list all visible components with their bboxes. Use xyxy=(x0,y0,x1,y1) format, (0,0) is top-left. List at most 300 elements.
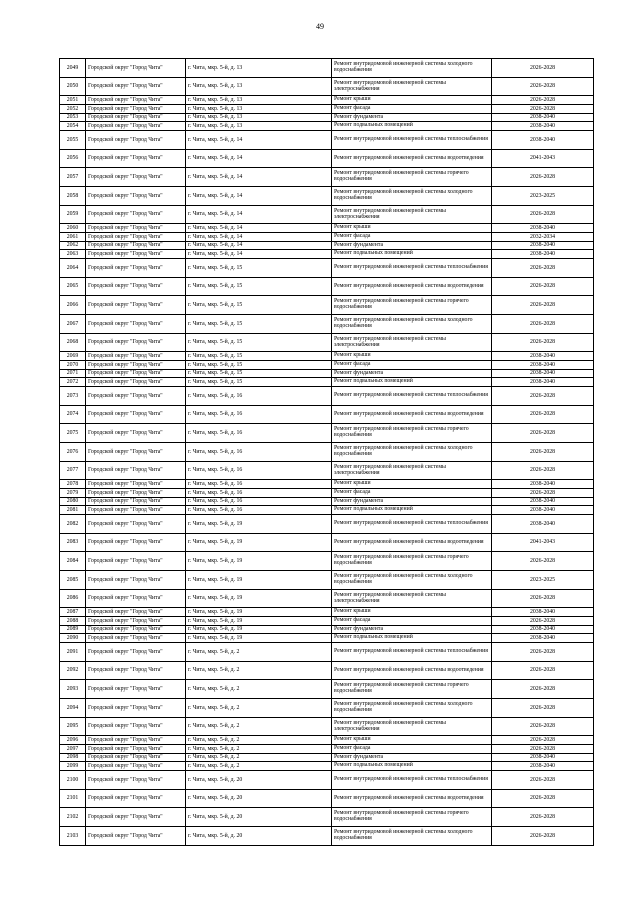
address-cell: г. Чита, мкр. 5-й, д. 19 xyxy=(186,608,332,617)
municipality-cell: Городской округ "Город Чита" xyxy=(86,661,186,680)
row-number-cell: 2079 xyxy=(60,489,86,498)
address-cell: г. Чита, мкр. 5-й, д. 14 xyxy=(186,233,332,242)
work-type-cell: Ремонт фундамента xyxy=(332,369,492,378)
address-cell: г. Чита, мкр. 5-й, д. 14 xyxy=(186,187,332,206)
address-cell: г. Чита, мкр. 5-й, д. 15 xyxy=(186,333,332,352)
address-cell: г. Чита, мкр. 5-й, д. 19 xyxy=(186,589,332,608)
period-cell: 2038-2040 xyxy=(492,352,594,361)
address-cell: г. Чита, мкр. 5-й, д. 19 xyxy=(186,634,332,643)
table-row xyxy=(60,233,594,242)
address-cell: г. Чита, мкр. 5-й, д. 14 xyxy=(186,241,332,250)
period-cell: 2026-2028 xyxy=(492,789,594,808)
address-cell: г. Чита, мкр. 5-й, д. 19 xyxy=(186,552,332,571)
work-type-cell: Ремонт внутридомовой инженерной системы холодного водоснабжения xyxy=(332,699,492,718)
municipality-cell: Городской округ "Город Чита" xyxy=(86,378,186,387)
municipality-cell: Городской округ "Город Чита" xyxy=(86,808,186,827)
municipality-cell: Городской округ "Город Чита" xyxy=(86,424,186,443)
row-number-cell: 2055 xyxy=(60,130,86,149)
table-row xyxy=(60,122,594,131)
period-cell: 2032-2034 xyxy=(492,233,594,242)
table-row xyxy=(60,680,594,699)
period-cell: 2026-2028 xyxy=(492,489,594,498)
work-type-cell: Ремонт внутридомовой инженерной системы горячего водоснабжения xyxy=(332,552,492,571)
row-number-cell: 2096 xyxy=(60,736,86,745)
work-type-cell: Ремонт подвальных помещений xyxy=(332,250,492,259)
period-cell: 2026-2028 xyxy=(492,680,594,699)
address-cell: г. Чита, мкр. 5-й, д. 2 xyxy=(186,753,332,762)
row-number-cell: 2051 xyxy=(60,96,86,105)
address-cell: г. Чита, мкр. 5-й, д. 16 xyxy=(186,443,332,462)
address-cell: г. Чита, мкр. 5-й, д. 16 xyxy=(186,480,332,489)
work-type-cell: Ремонт внутридомовой инженерной системы теплоснабжения xyxy=(332,258,492,277)
municipality-cell: Городской округ "Город Чита" xyxy=(86,625,186,634)
row-number-cell: 2090 xyxy=(60,634,86,643)
table-row xyxy=(60,168,594,187)
work-type-cell: Ремонт внутридомовой инженерной системы теплоснабжения xyxy=(332,130,492,149)
period-cell: 2026-2028 xyxy=(492,205,594,224)
work-type-cell: Ремонт внутридомовой инженерной системы теплоснабжения xyxy=(332,642,492,661)
work-type-cell: Ремонт внутридомовой инженерной системы водоотведения xyxy=(332,533,492,552)
period-cell: 2026-2028 xyxy=(492,277,594,296)
municipality-cell: Городской округ "Город Чита" xyxy=(86,617,186,626)
period-cell: 2026-2028 xyxy=(492,827,594,846)
address-cell: г. Чита, мкр. 5-й, д. 13 xyxy=(186,59,332,78)
table-row xyxy=(60,187,594,206)
work-type-cell: Ремонт фасада xyxy=(332,489,492,498)
work-type-cell: Ремонт внутридомовой инженерной системы водоотведения xyxy=(332,789,492,808)
address-cell: г. Чита, мкр. 5-й, д. 13 xyxy=(186,96,332,105)
municipality-cell: Городской округ "Город Чита" xyxy=(86,352,186,361)
work-type-cell: Ремонт крыши xyxy=(332,352,492,361)
table-row xyxy=(60,205,594,224)
period-cell: 2026-2028 xyxy=(492,105,594,114)
address-cell: г. Чита, мкр. 5-й, д. 16 xyxy=(186,489,332,498)
period-cell: 2026-2028 xyxy=(492,552,594,571)
address-cell: г. Чита, мкр. 5-й, д. 14 xyxy=(186,149,332,168)
period-cell: 2026-2028 xyxy=(492,589,594,608)
table-row xyxy=(60,59,594,78)
municipality-cell: Городской округ "Город Чита" xyxy=(86,608,186,617)
row-number-cell: 2103 xyxy=(60,827,86,846)
table-row xyxy=(60,241,594,250)
table-row xyxy=(60,113,594,122)
table-row xyxy=(60,443,594,462)
table-row xyxy=(60,552,594,571)
table-row xyxy=(60,277,594,296)
row-number-cell: 2053 xyxy=(60,113,86,122)
work-type-cell: Ремонт фундамента xyxy=(332,241,492,250)
address-cell: г. Чита, мкр. 5-й, д. 2 xyxy=(186,736,332,745)
table-row xyxy=(60,96,594,105)
address-cell: г. Чита, мкр. 5-й, д. 20 xyxy=(186,827,332,846)
municipality-cell: Городской округ "Город Чита" xyxy=(86,224,186,233)
municipality-cell: Городской округ "Город Чита" xyxy=(86,642,186,661)
table-row xyxy=(60,497,594,506)
work-type-cell: Ремонт внутридомовой инженерной системы водоотведения xyxy=(332,277,492,296)
row-number-cell: 2060 xyxy=(60,224,86,233)
period-cell: 2023-2025 xyxy=(492,571,594,590)
address-cell: г. Чита, мкр. 5-й, д. 20 xyxy=(186,789,332,808)
municipality-cell: Городской округ "Город Чита" xyxy=(86,680,186,699)
row-number-cell: 2061 xyxy=(60,233,86,242)
table-row xyxy=(60,533,594,552)
table-row xyxy=(60,514,594,533)
municipality-cell: Городской округ "Город Чита" xyxy=(86,405,186,424)
municipality-cell: Городской округ "Город Чита" xyxy=(86,315,186,334)
address-cell: г. Чита, мкр. 5-й, д. 2 xyxy=(186,762,332,771)
period-cell: 2038-2040 xyxy=(492,480,594,489)
work-type-cell: Ремонт крыши xyxy=(332,480,492,489)
municipality-cell: Городской округ "Город Чита" xyxy=(86,443,186,462)
municipality-cell: Городской округ "Город Чита" xyxy=(86,533,186,552)
municipality-cell: Городской округ "Город Чита" xyxy=(86,233,186,242)
municipality-cell: Городской округ "Город Чита" xyxy=(86,187,186,206)
municipality-cell: Городской округ "Город Чита" xyxy=(86,589,186,608)
municipality-cell: Городской округ "Город Чита" xyxy=(86,789,186,808)
municipality-cell: Городской округ "Город Чита" xyxy=(86,745,186,754)
work-type-cell: Ремонт подвальных помещений xyxy=(332,762,492,771)
period-cell: 2038-2040 xyxy=(492,130,594,149)
period-cell: 2026-2028 xyxy=(492,443,594,462)
table-row xyxy=(60,736,594,745)
period-cell: 2026-2028 xyxy=(492,168,594,187)
table-row xyxy=(60,699,594,718)
period-cell: 2026-2028 xyxy=(492,405,594,424)
municipality-cell: Городской округ "Город Чита" xyxy=(86,122,186,131)
address-cell: г. Чита, мкр. 5-й, д. 14 xyxy=(186,224,332,233)
work-type-cell: Ремонт внутридомовой инженерной системы электроснабжения xyxy=(332,589,492,608)
period-cell: 2026-2028 xyxy=(492,461,594,480)
address-cell: г. Чита, мкр. 5-й, д. 2 xyxy=(186,745,332,754)
table-row xyxy=(60,369,594,378)
table-row xyxy=(60,105,594,114)
municipality-cell: Городской округ "Город Чита" xyxy=(86,762,186,771)
period-cell: 2026-2028 xyxy=(492,770,594,789)
row-number-cell: 2093 xyxy=(60,680,86,699)
table-row xyxy=(60,77,594,96)
period-cell: 2026-2028 xyxy=(492,77,594,96)
row-number-cell: 2083 xyxy=(60,533,86,552)
period-cell: 2038-2040 xyxy=(492,224,594,233)
address-cell: г. Чита, мкр. 5-й, д. 13 xyxy=(186,122,332,131)
work-type-cell: Ремонт фундамента xyxy=(332,497,492,506)
work-type-cell: Ремонт внутридомовой инженерной системы электроснабжения xyxy=(332,77,492,96)
work-type-cell: Ремонт подвальных помещений xyxy=(332,378,492,387)
address-cell: г. Чита, мкр. 5-й, д. 19 xyxy=(186,571,332,590)
row-number-cell: 2050 xyxy=(60,77,86,96)
work-type-cell: Ремонт внутридомовой инженерной системы горячего водоснабжения xyxy=(332,808,492,827)
table-row xyxy=(60,808,594,827)
municipality-cell: Городской округ "Город Чита" xyxy=(86,105,186,114)
period-cell: 2041-2043 xyxy=(492,149,594,168)
period-cell: 2038-2040 xyxy=(492,514,594,533)
municipality-cell: Городской округ "Город Чита" xyxy=(86,77,186,96)
period-cell: 2026-2028 xyxy=(492,717,594,736)
period-cell: 2023-2025 xyxy=(492,187,594,206)
work-type-cell: Ремонт фасада xyxy=(332,745,492,754)
period-cell: 2026-2028 xyxy=(492,699,594,718)
municipality-cell: Городской округ "Город Чита" xyxy=(86,386,186,405)
municipality-cell: Городской округ "Город Чита" xyxy=(86,480,186,489)
table-row xyxy=(60,224,594,233)
municipality-cell: Городской округ "Город Чита" xyxy=(86,634,186,643)
row-number-cell: 2092 xyxy=(60,661,86,680)
municipality-cell: Городской округ "Город Чита" xyxy=(86,296,186,315)
address-cell: г. Чита, мкр. 5-й, д. 15 xyxy=(186,369,332,378)
address-cell: г. Чита, мкр. 5-й, д. 19 xyxy=(186,617,332,626)
row-number-cell: 2071 xyxy=(60,369,86,378)
table-row xyxy=(60,717,594,736)
work-type-cell: Ремонт фундамента xyxy=(332,625,492,634)
row-number-cell: 2081 xyxy=(60,506,86,515)
period-cell: 2038-2040 xyxy=(492,241,594,250)
row-number-cell: 2100 xyxy=(60,770,86,789)
table-row xyxy=(60,149,594,168)
row-number-cell: 2058 xyxy=(60,187,86,206)
period-cell: 2026-2028 xyxy=(492,617,594,626)
municipality-cell: Городской округ "Город Чита" xyxy=(86,717,186,736)
work-type-cell: Ремонт подвальных помещений xyxy=(332,634,492,643)
work-type-cell: Ремонт внутридомовой инженерной системы холодного водоснабжения xyxy=(332,315,492,334)
table-row xyxy=(60,762,594,771)
work-type-cell: Ремонт внутридомовой инженерной системы холодного водоснабжения xyxy=(332,59,492,78)
row-number-cell: 2062 xyxy=(60,241,86,250)
period-cell: 2026-2028 xyxy=(492,808,594,827)
work-type-cell: Ремонт внутридомовой инженерной системы холодного водоснабжения xyxy=(332,187,492,206)
period-cell: 2026-2028 xyxy=(492,296,594,315)
municipality-cell: Городской округ "Город Чита" xyxy=(86,333,186,352)
row-number-cell: 2095 xyxy=(60,717,86,736)
work-type-cell: Ремонт внутридомовой инженерной системы водоотведения xyxy=(332,149,492,168)
row-number-cell: 2098 xyxy=(60,753,86,762)
work-type-cell: Ремонт фасада xyxy=(332,105,492,114)
table-row xyxy=(60,589,594,608)
address-cell: г. Чита, мкр. 5-й, д. 2 xyxy=(186,661,332,680)
municipality-cell: Городской округ "Город Чита" xyxy=(86,205,186,224)
work-type-cell: Ремонт фундамента xyxy=(332,753,492,762)
table-row xyxy=(60,333,594,352)
work-type-cell: Ремонт фасада xyxy=(332,361,492,370)
table-row xyxy=(60,315,594,334)
municipality-cell: Городской округ "Город Чита" xyxy=(86,753,186,762)
table-row xyxy=(60,634,594,643)
table-row xyxy=(60,386,594,405)
address-cell: г. Чита, мкр. 5-й, д. 2 xyxy=(186,642,332,661)
row-number-cell: 2054 xyxy=(60,122,86,131)
row-number-cell: 2091 xyxy=(60,642,86,661)
address-cell: г. Чита, мкр. 5-й, д. 2 xyxy=(186,680,332,699)
row-number-cell: 2101 xyxy=(60,789,86,808)
table-row xyxy=(60,661,594,680)
municipality-cell: Городской округ "Город Чита" xyxy=(86,461,186,480)
row-number-cell: 2064 xyxy=(60,258,86,277)
municipality-cell: Городской округ "Город Чита" xyxy=(86,506,186,515)
municipality-cell: Городской округ "Город Чита" xyxy=(86,571,186,590)
row-number-cell: 2072 xyxy=(60,378,86,387)
row-number-cell: 2102 xyxy=(60,808,86,827)
work-type-cell: Ремонт внутридомовой инженерной системы холодного водоснабжения xyxy=(332,443,492,462)
work-type-cell: Ремонт крыши xyxy=(332,224,492,233)
period-cell: 2038-2040 xyxy=(492,625,594,634)
row-number-cell: 2089 xyxy=(60,625,86,634)
table-row xyxy=(60,789,594,808)
table-row xyxy=(60,250,594,259)
table-row xyxy=(60,424,594,443)
period-cell: 2026-2028 xyxy=(492,258,594,277)
period-cell: 2038-2040 xyxy=(492,753,594,762)
row-number-cell: 2049 xyxy=(60,59,86,78)
table-row xyxy=(60,753,594,762)
municipality-cell: Городской округ "Город Чита" xyxy=(86,168,186,187)
work-type-cell: Ремонт внутридомовой инженерной системы теплоснабжения xyxy=(332,514,492,533)
table-row xyxy=(60,506,594,515)
table-row xyxy=(60,296,594,315)
period-cell: 2038-2040 xyxy=(492,250,594,259)
municipality-cell: Городской округ "Город Чита" xyxy=(86,250,186,259)
address-cell: г. Чита, мкр. 5-й, д. 16 xyxy=(186,461,332,480)
table-row xyxy=(60,608,594,617)
municipality-cell: Городской округ "Город Чита" xyxy=(86,241,186,250)
address-cell: г. Чита, мкр. 5-й, д. 20 xyxy=(186,770,332,789)
work-type-cell: Ремонт внутридомовой инженерной системы горячего водоснабжения xyxy=(332,296,492,315)
period-cell: 2038-2040 xyxy=(492,608,594,617)
row-number-cell: 2065 xyxy=(60,277,86,296)
address-cell: г. Чита, мкр. 5-й, д. 16 xyxy=(186,386,332,405)
row-number-cell: 2075 xyxy=(60,424,86,443)
municipality-cell: Городской округ "Город Чита" xyxy=(86,369,186,378)
work-type-cell: Ремонт внутридомовой инженерной системы электроснабжения xyxy=(332,717,492,736)
row-number-cell: 2099 xyxy=(60,762,86,771)
address-cell: г. Чита, мкр. 5-й, д. 15 xyxy=(186,258,332,277)
work-type-cell: Ремонт внутридомовой инженерной системы горячего водоснабжения xyxy=(332,424,492,443)
municipality-cell: Городской округ "Город Чита" xyxy=(86,277,186,296)
address-cell: г. Чита, мкр. 5-й, д. 19 xyxy=(186,514,332,533)
row-number-cell: 2076 xyxy=(60,443,86,462)
period-cell: 2026-2028 xyxy=(492,642,594,661)
address-cell: г. Чита, мкр. 5-й, д. 15 xyxy=(186,361,332,370)
period-cell: 2038-2040 xyxy=(492,122,594,131)
period-cell: 2026-2028 xyxy=(492,661,594,680)
work-type-cell: Ремонт внутридомовой инженерной системы электроснабжения xyxy=(332,461,492,480)
table-row xyxy=(60,352,594,361)
row-number-cell: 2063 xyxy=(60,250,86,259)
table-body xyxy=(60,59,594,846)
municipality-cell: Городской округ "Город Чита" xyxy=(86,770,186,789)
address-cell: г. Чита, мкр. 5-й, д. 14 xyxy=(186,130,332,149)
address-cell: г. Чита, мкр. 5-й, д. 13 xyxy=(186,113,332,122)
address-cell: г. Чита, мкр. 5-й, д. 15 xyxy=(186,315,332,334)
row-number-cell: 2057 xyxy=(60,168,86,187)
municipality-cell: Городской округ "Город Чита" xyxy=(86,361,186,370)
row-number-cell: 2084 xyxy=(60,552,86,571)
work-type-cell: Ремонт крыши xyxy=(332,736,492,745)
work-type-cell: Ремонт внутридомовой инженерной системы теплоснабжения xyxy=(332,770,492,789)
address-cell: г. Чита, мкр. 5-й, д. 19 xyxy=(186,533,332,552)
municipality-cell: Городской округ "Город Чита" xyxy=(86,113,186,122)
table-row xyxy=(60,405,594,424)
period-cell: 2038-2040 xyxy=(492,497,594,506)
municipality-cell: Городской округ "Город Чита" xyxy=(86,699,186,718)
period-cell: 2026-2028 xyxy=(492,736,594,745)
work-type-cell: Ремонт внутридомовой инженерной системы горячего водоснабжения xyxy=(332,168,492,187)
row-number-cell: 2078 xyxy=(60,480,86,489)
table-row xyxy=(60,480,594,489)
table-row xyxy=(60,361,594,370)
period-cell: 2026-2028 xyxy=(492,59,594,78)
period-cell: 2038-2040 xyxy=(492,506,594,515)
municipality-cell: Городской округ "Город Чита" xyxy=(86,497,186,506)
work-type-cell: Ремонт внутридомовой инженерной системы водоотведения xyxy=(332,661,492,680)
address-cell: г. Чита, мкр. 5-й, д. 20 xyxy=(186,808,332,827)
address-cell: г. Чита, мкр. 5-й, д. 15 xyxy=(186,277,332,296)
address-cell: г. Чита, мкр. 5-й, д. 13 xyxy=(186,77,332,96)
work-type-cell: Ремонт подвальных помещений xyxy=(332,122,492,131)
work-type-cell: Ремонт внутридомовой инженерной системы теплоснабжения xyxy=(332,386,492,405)
work-type-cell: Ремонт крыши xyxy=(332,608,492,617)
table-row xyxy=(60,571,594,590)
address-cell: г. Чита, мкр. 5-й, д. 14 xyxy=(186,205,332,224)
municipality-cell: Городской округ "Город Чита" xyxy=(86,489,186,498)
municipality-cell: Городской округ "Город Чита" xyxy=(86,258,186,277)
work-type-cell: Ремонт крыши xyxy=(332,96,492,105)
period-cell: 2026-2028 xyxy=(492,333,594,352)
table-row xyxy=(60,461,594,480)
table-row xyxy=(60,617,594,626)
table-row xyxy=(60,489,594,498)
row-number-cell: 2070 xyxy=(60,361,86,370)
row-number-cell: 2080 xyxy=(60,497,86,506)
address-cell: г. Чита, мкр. 5-й, д. 13 xyxy=(186,105,332,114)
row-number-cell: 2087 xyxy=(60,608,86,617)
period-cell: 2038-2040 xyxy=(492,634,594,643)
table-row xyxy=(60,625,594,634)
municipality-cell: Городской округ "Город Чита" xyxy=(86,149,186,168)
row-number-cell: 2059 xyxy=(60,205,86,224)
row-number-cell: 2073 xyxy=(60,386,86,405)
municipality-cell: Городской округ "Город Чита" xyxy=(86,736,186,745)
address-cell: г. Чита, мкр. 5-й, д. 19 xyxy=(186,625,332,634)
work-type-cell: Ремонт фасада xyxy=(332,617,492,626)
work-type-cell: Ремонт внутридомовой инженерной системы электроснабжения xyxy=(332,333,492,352)
work-type-cell: Ремонт внутридомовой инженерной системы горячего водоснабжения xyxy=(332,680,492,699)
repair-schedule-table xyxy=(59,58,594,846)
municipality-cell: Городской округ "Город Чита" xyxy=(86,130,186,149)
row-number-cell: 2077 xyxy=(60,461,86,480)
address-cell: г. Чита, мкр. 5-й, д. 14 xyxy=(186,168,332,187)
address-cell: г. Чита, мкр. 5-й, д. 14 xyxy=(186,250,332,259)
municipality-cell: Городской округ "Город Чита" xyxy=(86,59,186,78)
period-cell: 2026-2028 xyxy=(492,315,594,334)
row-number-cell: 2066 xyxy=(60,296,86,315)
work-type-cell: Ремонт фасада xyxy=(332,233,492,242)
work-type-cell: Ремонт подвальных помещений xyxy=(332,506,492,515)
table-row xyxy=(60,258,594,277)
row-number-cell: 2074 xyxy=(60,405,86,424)
period-cell: 2026-2028 xyxy=(492,424,594,443)
municipality-cell: Городской округ "Город Чита" xyxy=(86,514,186,533)
municipality-cell: Городской округ "Город Чита" xyxy=(86,96,186,105)
address-cell: г. Чита, мкр. 5-й, д. 16 xyxy=(186,424,332,443)
period-cell: 2038-2040 xyxy=(492,361,594,370)
municipality-cell: Городской округ "Город Чита" xyxy=(86,827,186,846)
row-number-cell: 2088 xyxy=(60,617,86,626)
address-cell: г. Чита, мкр. 5-й, д. 16 xyxy=(186,497,332,506)
address-cell: г. Чита, мкр. 5-й, д. 2 xyxy=(186,717,332,736)
table-row xyxy=(60,745,594,754)
address-cell: г. Чита, мкр. 5-й, д. 16 xyxy=(186,506,332,515)
row-number-cell: 2085 xyxy=(60,571,86,590)
table-row xyxy=(60,378,594,387)
